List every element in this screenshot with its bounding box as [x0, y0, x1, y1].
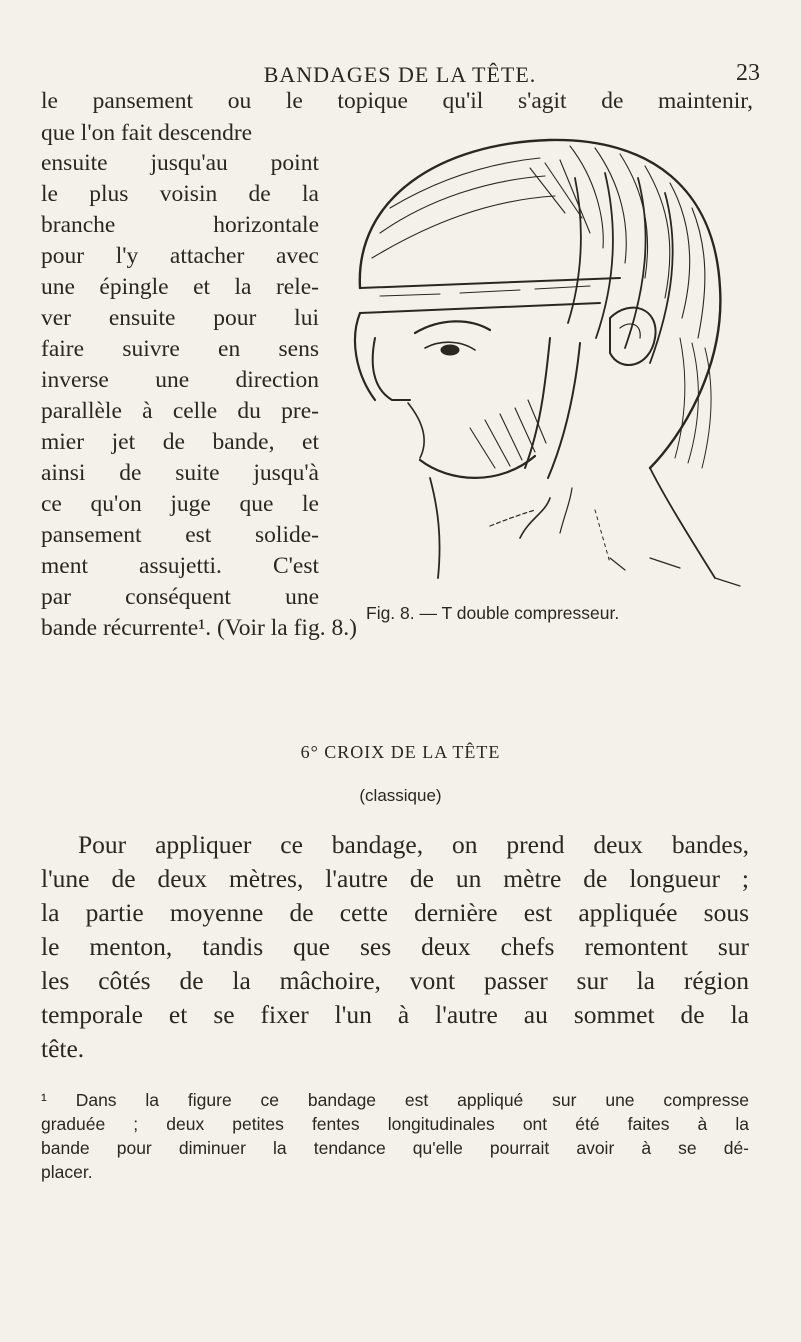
section-subheading: (classique) [359, 786, 442, 805]
text-line: ment assujetti. C'est [41, 553, 319, 579]
text-line: inverse une direction [41, 367, 319, 393]
text-line: Pour appliquer ce bandage, on prend deux bandes, [78, 830, 749, 859]
text-line: le plus voisin de la [41, 181, 319, 207]
text-line: parallèle à celle du pre- [41, 398, 319, 424]
text-line: branche horizontale [41, 212, 319, 238]
footnote-line: graduée ; deux petites fentes longitudinales ont été faites à la [41, 1114, 749, 1134]
text-line: par conséquent une [41, 584, 319, 610]
running-title: BANDAGES DE LA TÊTE. [263, 62, 537, 87]
figure-caption: Fig. 8. — T double compresseur. [366, 603, 620, 623]
text-line: temporale et se fixer l'un à l'autre au sommet de la [41, 1000, 749, 1029]
text-line: pour l'y attacher avec [41, 243, 319, 269]
text-line: ensuite jusqu'au point [41, 150, 319, 176]
text-line: la partie moyenne de cette dernière est appliquée sous [41, 898, 749, 927]
text-line: bande récurrente¹. (Voir la fig. 8.) [41, 615, 357, 641]
text-line: une épingle et la rele- [41, 274, 319, 300]
text-line: ce qu'on juge que le [41, 491, 319, 517]
text-line: l'une de deux mètres, l'autre de un mètre de longueur ; [41, 864, 749, 893]
footnote-line: ¹ Dans la figure ce bandage est appliqué sur une compresse [41, 1090, 749, 1110]
text-line: tête. [41, 1034, 85, 1063]
text-line: faire suivre en sens [41, 336, 319, 362]
text-line: ver ensuite pour lui [41, 305, 319, 331]
head-bandage-illustration [320, 138, 780, 596]
text-line: les côtés de la mâchoire, vont passer sur la région [41, 966, 749, 995]
text-line: le menton, tandis que ses deux chefs remontent sur [41, 932, 749, 961]
text-line: pansement est solide- [41, 522, 319, 548]
text-line: le pansement ou le topique qu'il s'agit de maintenir, [41, 88, 753, 114]
text-line: que l'on fait descendre [41, 120, 253, 146]
text-line: ainsi de suite jusqu'à [41, 460, 319, 486]
footnote-line: bande pour diminuer la tendance qu'elle pourrait avoir à se dé- [41, 1138, 749, 1158]
footnote-line: placer. [41, 1162, 93, 1182]
section-heading: 6° CROIX DE LA TÊTE [300, 742, 501, 762]
page-number: 23 [736, 60, 760, 86]
text-line: mier jet de bande, et [41, 429, 319, 455]
